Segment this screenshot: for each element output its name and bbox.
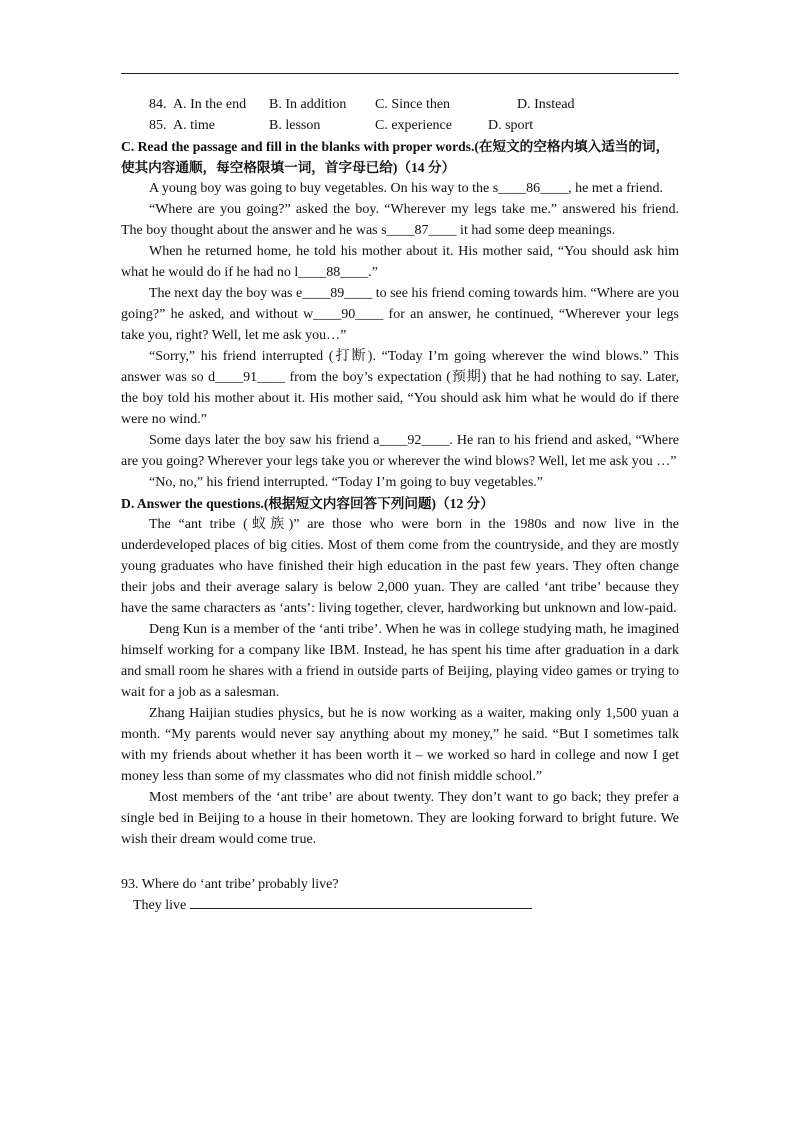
section-c-heading-line1: C. Read the passage and fill in the blanks with proper words.(在短文的空格内填入适当的词， — [121, 139, 670, 154]
option-b: B. In addition — [269, 97, 347, 112]
passage-d-paragraph: Most members of the ‘ant tribe’ are about twenty. They don’t want to go back; they prefer a single bed in Beijing to a house in their hometown. They are looking forward to bright future. We wish their dream would come true. — [121, 790, 679, 847]
question-85-options — [121, 115, 679, 136]
passage-d-paragraph: Zhang Haijian studies physics, but he is now working as a waiter, making only 1,500 yuan a month. “My parents would never say anything about my money,” he said. “But I sometimes talk with my friends about whether it has been worth it – we worked so hard in college and now I get money less than some of my classmates who did not finish middle school.” — [121, 706, 679, 784]
answer-prefix: They live — [133, 898, 187, 913]
passage-c-paragraph: Some days later the boy saw his friend a____92____. He ran to his friend and asked, “Where are you going? Wherever your legs take you or wherever the wind blows? Well, let me ask you …” — [121, 433, 679, 469]
passage-c-paragraph: “Sorry,” his friend interrupted (打断). “Today I’m going wherever the wind blows.” This answer was so d____91____ from the boy’s expectation (预期) that he had nothing to say. Later, the boy told his mother about it. His mother said, “You should ask him what he would do if there were no wind.” — [121, 349, 679, 427]
header-rule — [121, 73, 679, 74]
option-b: B. lesson — [269, 118, 321, 133]
passage-c-paragraph: The next day the boy was e____89____ to see his friend coming towards him. “Where are you going?” he asked, and without w____90____ for an answer, he continued, “Wherever your legs take you, right? Well, let me ask you…” — [121, 286, 679, 343]
option-a: A. In the end — [173, 97, 247, 112]
answer-blank[interactable] — [190, 896, 532, 909]
question-number: 84. — [149, 97, 167, 112]
passage-c-paragraph: “Where are you going?” asked the boy. “Wherever my legs take me.” answered his friend. The boy thought about the answer and he was s____87____ it had some deep meanings. — [121, 202, 679, 238]
section-d-heading: D. Answer the questions.(根据短文内容回答下列问题)（12 分） — [121, 496, 494, 511]
option-c: C. experience — [375, 118, 452, 133]
passage-c-paragraph: A young boy was going to buy vegetables. On his way to the s____86____, he met a friend. — [149, 181, 664, 196]
question-84-options — [121, 94, 679, 115]
question-93-answer-line — [121, 895, 679, 916]
question-93: 93. Where do ‘ant tribe’ probably live? — [121, 877, 339, 892]
passage-c-paragraph: “No, no,” his friend interrupted. “Today I’m going to buy vegetables.” — [149, 475, 544, 490]
passage-d-paragraph: Deng Kun is a member of the ‘anti tribe’. When he was in college studying math, he imagined himself working for a company like IBM. Instead, he has spent his time after graduation in a dark and small room he shares with a friend in outside parts of Beijing, playing video games or trying to wait for a job as a salesman. — [121, 622, 679, 700]
option-d: D. Instead — [517, 97, 575, 112]
option-d: D. sport — [488, 118, 534, 133]
section-c-heading-line2: 使其内容通顺，每空格限填一词，首字母已给)（14 分） — [121, 160, 456, 175]
passage-d-paragraph: The “ant tribe (蚁族)” are those who were born in the 1980s and now live in the underdeveloped places of big cities. Most of them come from the countryside, and they are mostly young graduates who have finished their high education in the past few years. They often change their jobs and their average salary is below 2,000 yuan. They are called ‘ant tribe’ because they have the same characters as ‘ants’: living together, clever, hardworking but unknown and low-paid. — [121, 517, 679, 616]
page-content — [121, 94, 679, 916]
option-a: A. time — [173, 118, 215, 133]
passage-c-paragraph: When he returned home, he told his mother about it. His mother said, “You should ask him what he would do if he had no l____88____.” — [121, 244, 679, 280]
question-number: 85. — [149, 118, 167, 133]
option-c: C. Since then — [375, 97, 451, 112]
